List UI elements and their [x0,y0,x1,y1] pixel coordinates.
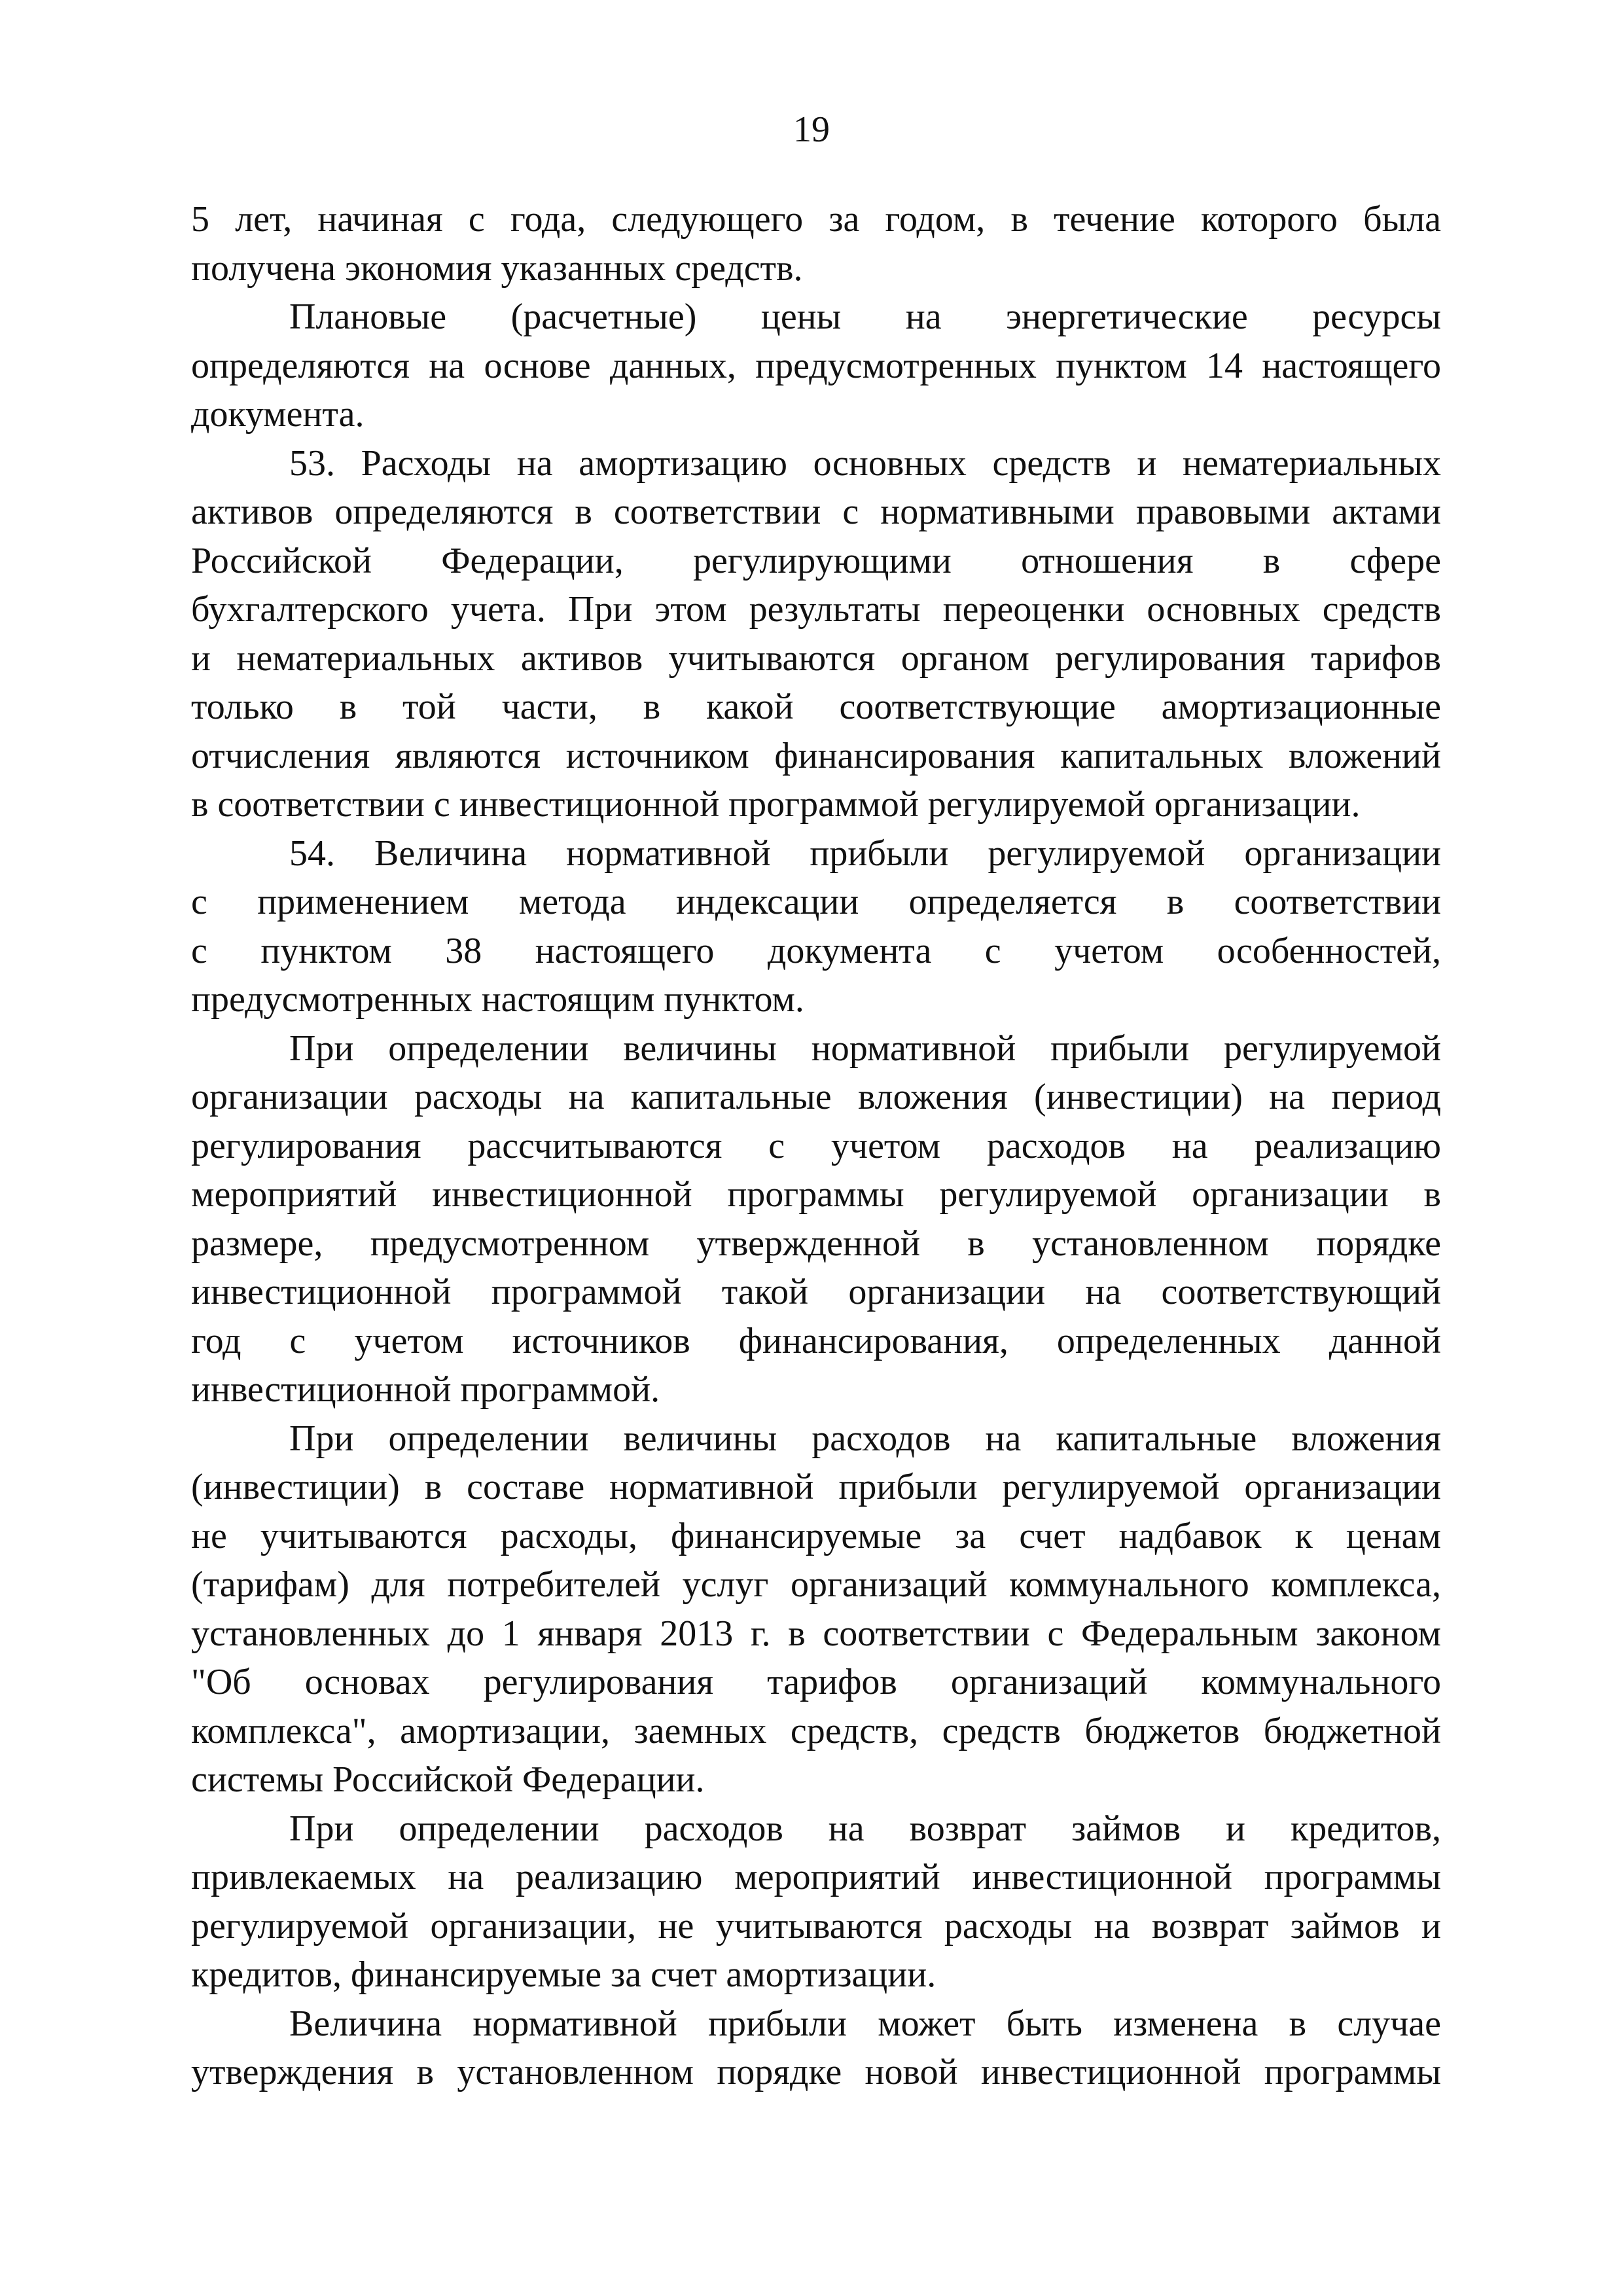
paragraph: 5 лет, начиная с года, следующего за годом, в течение которого была [191,199,1441,240]
paragraph: При определении расходов на возврат займов и кредитов, [289,1808,1441,1849]
paragraph-last-line: документа. [191,394,365,435]
paragraph-last-line: инвестиционной программой. [191,1369,660,1410]
page-number: 19 [793,109,830,150]
paragraph-line: (инвестиции) в составе нормативной прибыли регулируемой организации [191,1467,1441,1507]
paragraph-line: отчисления являются источником финансирования капитальных вложений [191,735,1441,776]
paragraph-last-line: получена экономия указанных средств. [191,247,803,289]
paragraph-line: мероприятий инвестиционной программы регулируемой организации в [191,1174,1441,1215]
paragraph-line: только в той части, в какой соответствующие амортизационные [191,687,1441,727]
paragraph-line: Российской Федерации, регулирующими отношения в сфере [191,540,1441,581]
paragraph: При определении величины расходов на капитальные вложения [289,1418,1441,1459]
paragraph-line: инвестиционной программой такой организации на соответствующий [191,1272,1441,1312]
paragraph-line: размере, предусмотренном утвержденной в установленном порядке [191,1223,1441,1264]
paragraph-line: и нематериальных активов учитываются органом регулирования тарифов [191,637,1441,679]
paragraph-line: с применением метода индексации определяется в соответствии [191,882,1441,922]
paragraph: При определении величины нормативной прибыли регулируемой [289,1028,1441,1069]
paragraph-line: организации расходы на капитальные вложения (инвестиции) на период [191,1077,1441,1117]
paragraph-line: регулирования рассчитываются с учетом расходов на реализацию [191,1125,1441,1166]
paragraph-line: год с учетом источников финансирования, определенных данной [191,1320,1441,1361]
paragraph-line: комплекса", амортизации, заемных средств, средств бюджетов бюджетной [191,1710,1441,1751]
paragraph-line: утверждения в установленном порядке новой инвестиционной программы [191,2052,1441,2092]
paragraph-last-line: в соответствии с инвестиционной программой регулируемой организации. [191,784,1361,825]
paragraph-line: определяются на основе данных, предусмотренных пунктом 14 настоящего [191,345,1441,386]
paragraph-line: "Об основах регулирования тарифов организаций коммунального [191,1662,1441,1702]
paragraph-line: (тарифам) для потребителей услуг организаций коммунального комплекса, [191,1564,1441,1605]
paragraph-line: бухгалтерского учета. При этом результаты переоценки основных средств [191,589,1441,630]
paragraph-last-line: предусмотренных настоящим пунктом. [191,979,804,1020]
paragraph-item-53: 53. Расходы на амортизацию основных средств и нематериальных [289,442,1441,484]
paragraph: Плановые (расчетные) цены на энергетические ресурсы [289,296,1441,337]
paragraph-line: привлекаемых на реализацию мероприятий инвестиционной программы [191,1857,1441,1897]
paragraph-item-54: 54. Величина нормативной прибыли регулируемой организации [289,833,1441,874]
paragraph-line: установленных до 1 января 2013 г. в соответствии с Федеральным законом [191,1613,1441,1654]
paragraph-line: с пунктом 38 настоящего документа с учетом особенностей, [191,930,1441,971]
paragraph-last-line: системы Российской Федерации. [191,1759,705,1800]
paragraph-line: активов определяются в соответствии с нормативными правовыми актами [191,492,1441,532]
paragraph: Величина нормативной прибыли может быть изменена в случае [289,2003,1441,2044]
paragraph-line: регулируемой организации, не учитываются расходы на возврат займов и [191,1905,1441,1946]
paragraph-line: не учитываются расходы, финансируемые за счет надбавок к ценам [191,1515,1441,1556]
paragraph-last-line: кредитов, финансируемые за счет амортизации. [191,1954,936,1995]
document-body [191,195,1441,2097]
